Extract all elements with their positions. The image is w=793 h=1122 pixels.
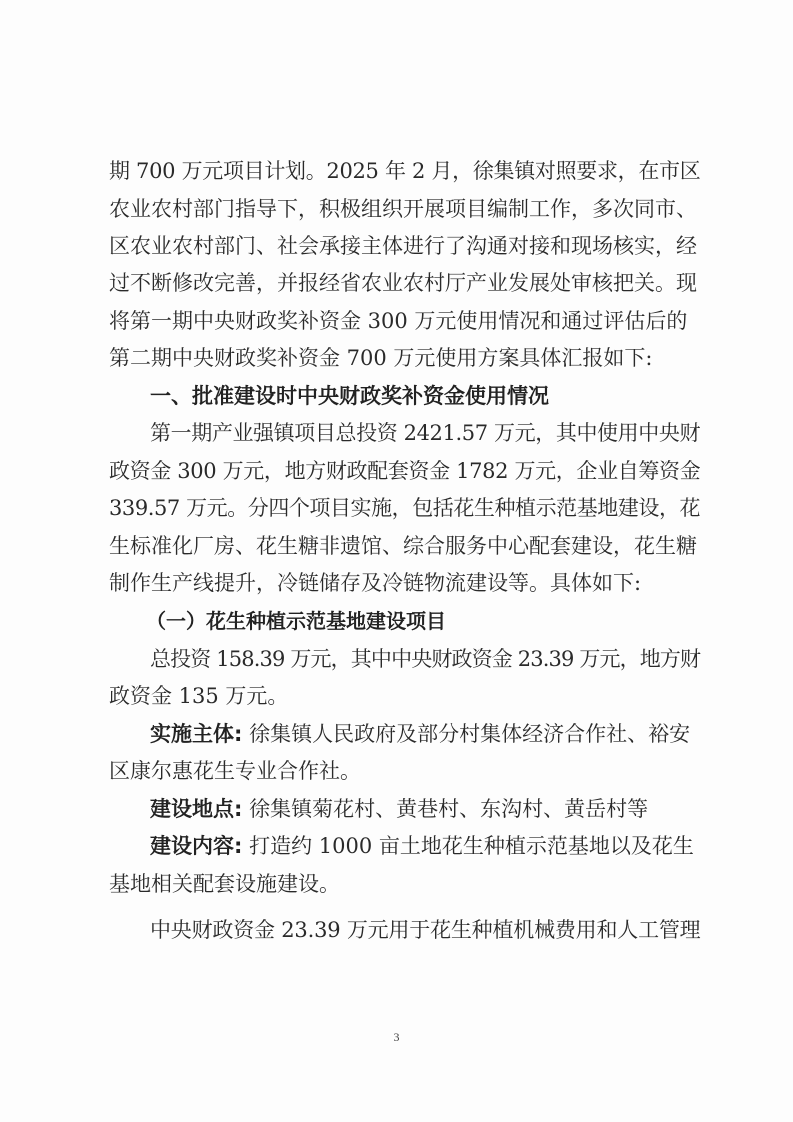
body-text-line: 339.57 万元。分四个项目实施，包括花生种植示范基地建设，花 [109,496,701,520]
body-text-line: 将第一期中央财政奖补资金 300 万元使用情况和通过评估后的 [109,309,688,333]
body-text-line: 第二期中央财政奖补资金 700 万元使用方案具体汇报如下: [109,346,653,370]
body-text-line: 制作生产线提升，冷链储存及冷链物流建设等。具体如下: [109,571,642,595]
content-line [150,833,694,859]
body-text-line: 政资金 300 万元，地方财政配套资金 1782 万元，企业自筹资金 [109,459,701,483]
location-text: 徐集镇菊花村、黄巷村、东沟村、黄岳村等 [242,797,649,821]
body-text-line: 农业农村部门指导下，积极组织开展项目编制工作，多次同市、 [109,197,697,221]
body-text-line: 政资金 135 万元。 [109,684,289,708]
body-text-line: 过不断修改完善，并报经省农业农村厅产业发展处审核把关。现 [109,271,697,295]
implementer-label: 实施主体: [150,722,243,746]
implementer-text: 徐集镇人民政府及部分村集体经济合作社、裕安 [242,722,691,746]
page-number: 3 [393,1030,400,1044]
body-text-line: 区农业农村部门、社会承接主体进行了沟通对接和现场核实，经 [109,234,697,258]
section-heading: 一、批准建设时中央财政奖补资金使用情况 [150,384,549,408]
content-text: 打造约 1000 亩土地花生种植示范基地以及花生 [242,834,694,858]
body-text-line: 期 700 万元项目计划。2025 年 2 月，徐集镇对照要求，在市区 [109,159,701,183]
content-label: 建设内容: [150,834,243,858]
body-text-line: 第一期产业强镇项目总投资 2421.57 万元，其中使用中央财 [150,421,701,445]
body-text-line: 基地相关配套设施建设。 [109,872,340,896]
subsection-heading: （一）花生种植示范基地建设项目 [146,609,446,633]
body-text-line: 中央财政资金 23.39 万元用于花生种植机械费用和人工管理 [150,918,701,942]
body-text-line: 总投资 158.39 万元，其中中央财政资金 23.39 万元，地方财 [150,647,701,671]
location-label: 建设地点: [150,797,243,821]
body-text-line: 区康尔惠花生专业合作社。 [109,759,361,783]
location-line [150,796,648,822]
body-text-line: 生标准化厂房、花生糖非遗馆、综合服务中心配套建设，花生糖 [109,534,697,558]
implementer-line [150,721,690,747]
